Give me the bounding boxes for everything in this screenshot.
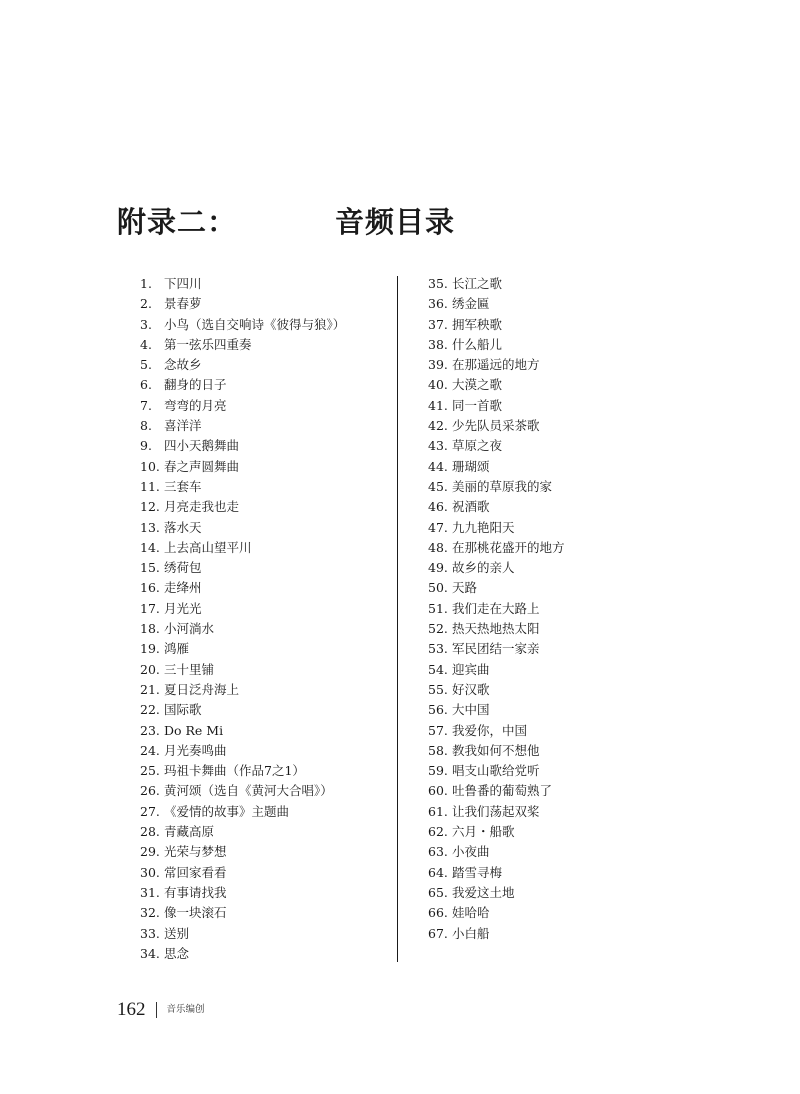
track-title: 三套车	[164, 478, 202, 494]
track-number: 39.	[428, 357, 448, 373]
track-title: 常回家看看	[164, 864, 227, 880]
track-item	[140, 781, 390, 801]
track-title: 弯弯的月亮	[164, 397, 227, 413]
track-item	[140, 863, 390, 883]
track-title: 像一块滚石	[164, 905, 227, 921]
track-number: 54.	[428, 661, 448, 677]
track-title: 大中国	[452, 702, 490, 718]
track-title: 军民团结一家亲	[452, 641, 540, 657]
track-number: 47.	[428, 519, 448, 535]
track-title: 月亮走我也走	[164, 499, 240, 515]
track-title: 三十里铺	[164, 661, 215, 677]
track-title: 翻身的日子	[164, 377, 227, 393]
track-title: 娃哈哈	[452, 905, 490, 921]
track-number: 43.	[428, 438, 448, 454]
track-title: 黄河颂（选自《黄河大合唱》）	[164, 783, 333, 799]
track-number: 42.	[428, 418, 448, 434]
track-title: 在那桃花盛开的地方	[452, 539, 565, 555]
track-number: 17.	[140, 600, 160, 616]
appendix-label: 附录二：	[117, 205, 238, 239]
track-item	[140, 741, 390, 761]
track-item	[140, 883, 390, 903]
track-item	[428, 294, 678, 314]
track-item	[140, 396, 390, 416]
track-title: 好汉歌	[452, 681, 490, 697]
track-title: 光荣与梦想	[164, 844, 227, 860]
track-title: 什么船儿	[452, 336, 503, 352]
track-item	[428, 578, 678, 598]
track-item	[140, 457, 390, 477]
track-title: 美丽的草原我的家	[452, 478, 553, 494]
track-number: 29.	[140, 844, 160, 860]
track-title: 四小天鹅舞曲	[164, 438, 240, 454]
track-item	[140, 578, 390, 598]
track-item	[428, 274, 678, 294]
track-item	[428, 355, 678, 375]
track-title: 第一弦乐四重奏	[164, 336, 252, 352]
track-number: 2.	[140, 296, 152, 312]
page-number: 162	[117, 999, 146, 1020]
track-item	[428, 660, 678, 680]
track-number: 28.	[140, 824, 160, 840]
track-item	[140, 436, 390, 456]
track-item	[140, 294, 390, 314]
track-title: 月光光	[164, 600, 202, 616]
track-title: 天路	[452, 580, 478, 596]
track-title: 下四川	[164, 276, 202, 291]
track-number: 27.	[140, 803, 160, 819]
track-item	[140, 497, 390, 517]
track-number: 10.	[140, 458, 160, 474]
track-item	[428, 619, 678, 639]
track-title: 祝酒歌	[452, 499, 490, 515]
track-number: 49.	[428, 560, 448, 576]
track-item	[140, 315, 390, 335]
track-number: 56.	[428, 702, 448, 718]
track-number: 5.	[140, 357, 152, 373]
track-title: 我们走在大路上	[452, 600, 540, 616]
track-number: 66.	[428, 905, 448, 921]
track-item	[140, 599, 390, 619]
track-item	[428, 599, 678, 619]
track-number: 61.	[428, 803, 448, 819]
track-item	[428, 335, 678, 355]
track-item	[428, 700, 678, 720]
track-title: 国际歌	[164, 702, 202, 718]
track-number: 19.	[140, 641, 160, 657]
track-number: 58.	[428, 742, 448, 758]
track-item	[428, 457, 678, 477]
track-title: 夏日泛舟海上	[164, 681, 240, 697]
track-list-right	[428, 274, 678, 944]
track-item	[428, 761, 678, 781]
track-number: 46.	[428, 499, 448, 515]
track-title: 教我如何不想他	[452, 742, 540, 758]
track-number: 11.	[140, 478, 160, 494]
track-number: 13.	[140, 519, 160, 535]
track-number: 25.	[140, 763, 160, 779]
track-item	[140, 761, 390, 781]
track-number: 38.	[428, 336, 448, 352]
track-item	[428, 842, 678, 862]
track-number: 21.	[140, 681, 160, 697]
track-title: 送别	[164, 925, 190, 941]
track-item	[140, 903, 390, 923]
track-number: 67.	[428, 925, 448, 941]
track-number: 45.	[428, 478, 448, 494]
column-divider	[397, 276, 398, 962]
track-title: 春之声圆舞曲	[164, 458, 240, 474]
track-title: 少先队员采茶歌	[452, 418, 540, 434]
track-number: 64.	[428, 864, 448, 880]
track-item	[140, 274, 390, 294]
track-item	[428, 680, 678, 700]
track-item	[140, 355, 390, 375]
track-item	[140, 518, 390, 538]
page-footer	[117, 998, 205, 1022]
track-item	[428, 883, 678, 903]
track-title: 吐鲁番的葡萄熟了	[452, 783, 553, 799]
track-number: 16.	[140, 580, 160, 596]
track-number: 62.	[428, 824, 448, 840]
track-number: 15.	[140, 560, 160, 576]
track-title: 唱支山歌给党听	[452, 763, 540, 779]
track-title: 喜洋洋	[164, 418, 202, 434]
track-number: 31.	[140, 884, 160, 900]
track-item	[428, 741, 678, 761]
track-number: 9.	[140, 438, 152, 454]
track-title: 同一首歌	[452, 397, 503, 413]
track-item	[428, 315, 678, 335]
track-item	[140, 639, 390, 659]
track-number: 51.	[428, 600, 448, 616]
footer-separator	[156, 1002, 157, 1018]
track-number: 8.	[140, 418, 152, 434]
track-title: 思念	[164, 945, 190, 961]
track-item	[140, 375, 390, 395]
track-number: 40.	[428, 377, 448, 393]
track-title: 落水天	[164, 519, 202, 535]
track-title: 拥军秧歌	[452, 316, 503, 332]
track-title: Do Re Mi	[164, 722, 224, 738]
track-number: 34.	[140, 945, 160, 961]
track-item	[428, 781, 678, 801]
track-title: 热天热地热太阳	[452, 621, 540, 637]
track-number: 30.	[140, 864, 160, 880]
track-item	[428, 477, 678, 497]
track-title: 踏雪寻梅	[452, 864, 503, 880]
track-title: 小白船	[452, 925, 490, 941]
track-number: 50.	[428, 580, 448, 596]
track-item	[428, 639, 678, 659]
track-number: 14.	[140, 539, 160, 555]
track-title: 鸿雁	[164, 641, 190, 657]
track-list-left	[140, 274, 390, 964]
track-number: 32.	[140, 905, 160, 921]
track-number: 65.	[428, 884, 448, 900]
track-title: 《爱情的故事》主题曲	[164, 803, 290, 819]
track-number: 33.	[140, 925, 160, 941]
track-title: 草原之夜	[452, 438, 503, 454]
track-number: 4.	[140, 336, 152, 352]
track-number: 37.	[428, 316, 448, 332]
track-item	[140, 660, 390, 680]
track-number: 55.	[428, 681, 448, 697]
track-number: 57.	[428, 722, 448, 738]
track-item	[140, 477, 390, 497]
track-title: 九九艳阳天	[452, 519, 515, 535]
track-title: 大漠之歌	[452, 377, 503, 393]
track-number: 44.	[428, 458, 448, 474]
track-number: 23.	[140, 722, 160, 738]
track-title: 走绛州	[164, 580, 202, 596]
track-item	[428, 518, 678, 538]
track-title: 长江之歌	[452, 276, 503, 291]
track-title: 月光奏鸣曲	[164, 742, 227, 758]
track-title: 玛祖卡舞曲（作品7之1）	[164, 763, 305, 779]
track-item	[428, 924, 678, 944]
track-title: 绣荷包	[164, 560, 202, 576]
track-number: 18.	[140, 621, 160, 637]
section-title: 音频目录	[335, 205, 456, 239]
track-number: 26.	[140, 783, 160, 799]
track-title: 上去高山望平川	[164, 539, 252, 555]
track-item	[140, 335, 390, 355]
track-title: 小夜曲	[452, 844, 490, 860]
track-number: 41.	[428, 397, 448, 413]
track-item	[428, 721, 678, 741]
track-title: 小鸟（选自交响诗《彼得与狼》）	[164, 316, 346, 332]
track-title: 让我们荡起双桨	[452, 803, 540, 819]
track-item	[428, 558, 678, 578]
track-title: 我爱这土地	[452, 884, 515, 900]
track-title: 我爱你，中国	[452, 722, 528, 738]
track-item	[428, 416, 678, 436]
track-item	[140, 416, 390, 436]
track-item	[140, 680, 390, 700]
track-title: 念故乡	[164, 357, 202, 373]
track-title: 六月・船歌	[452, 824, 515, 840]
track-item	[140, 802, 390, 822]
track-title: 珊瑚颂	[452, 458, 490, 474]
track-number: 60.	[428, 783, 448, 799]
track-number: 52.	[428, 621, 448, 637]
track-item	[140, 619, 390, 639]
track-number: 63.	[428, 844, 448, 860]
track-item	[428, 436, 678, 456]
track-number: 59.	[428, 763, 448, 779]
track-item	[428, 802, 678, 822]
track-number: 20.	[140, 661, 160, 677]
track-number: 3.	[140, 316, 152, 332]
track-item	[140, 558, 390, 578]
track-title: 景春萝	[164, 296, 202, 312]
track-number: 24.	[140, 742, 160, 758]
track-item	[140, 944, 390, 964]
track-item	[140, 700, 390, 720]
track-item	[428, 396, 678, 416]
track-item	[428, 497, 678, 517]
page-heading	[117, 200, 537, 244]
track-item	[428, 863, 678, 883]
track-number: 53.	[428, 641, 448, 657]
track-title: 绣金匾	[452, 296, 490, 312]
track-number: 7.	[140, 397, 152, 413]
track-number: 22.	[140, 702, 160, 718]
track-item	[140, 924, 390, 944]
track-item	[140, 822, 390, 842]
track-item	[428, 822, 678, 842]
track-item	[140, 842, 390, 862]
track-item	[428, 538, 678, 558]
track-title: 故乡的亲人	[452, 560, 515, 576]
track-title: 青藏高原	[164, 824, 215, 840]
track-title: 有事请找我	[164, 884, 227, 900]
book-title: 音乐编创	[166, 1004, 205, 1015]
track-number: 12.	[140, 499, 160, 515]
track-title: 小河淌水	[164, 621, 215, 637]
track-number: 1.	[140, 276, 152, 291]
track-number: 48.	[428, 539, 448, 555]
track-number: 36.	[428, 296, 448, 312]
track-item	[428, 375, 678, 395]
track-title: 迎宾曲	[452, 661, 490, 677]
track-number: 35.	[428, 276, 448, 291]
track-item	[140, 721, 390, 741]
track-item	[140, 538, 390, 558]
track-item	[428, 903, 678, 923]
track-title: 在那遥远的地方	[452, 357, 540, 373]
track-number: 6.	[140, 377, 152, 393]
